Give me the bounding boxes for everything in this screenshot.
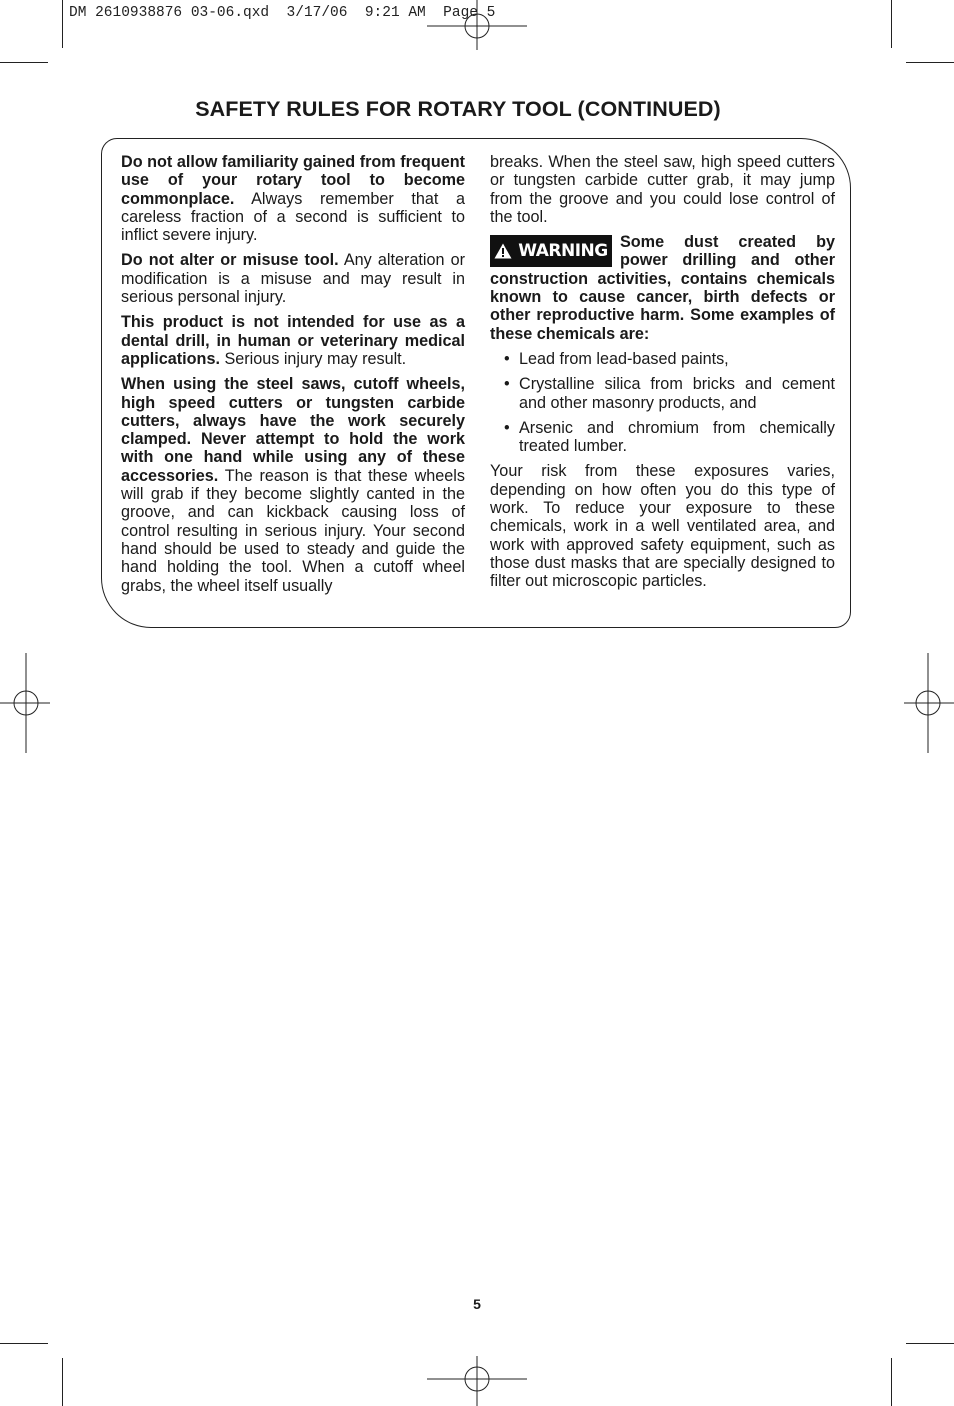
rule-familiarity (121, 153, 465, 244)
crop-mark-top-left-horizontal (0, 62, 48, 63)
rule-heading: Do not alter or misuse tool. (121, 251, 339, 270)
printer-slug-line: DM 2610938876 03-06.qxd 3/17/06 9:21 AM Page 5 (69, 5, 496, 21)
list-item: • Crystalline silica from bricks and cement and other masonry products, and (490, 375, 835, 412)
rule-continuation: breaks. When the steel saw, high speed cutters or tungsten carbide cutter grab, it may jump from the groove and you could lose control of the tool. (490, 153, 835, 226)
rule-heading: This product is not intended for use as a dental drill, in human or veterinary medical applications. (121, 313, 465, 368)
crop-mark-top-left-vertical (62, 0, 63, 48)
warning-badge (490, 235, 612, 267)
registration-mark-icon (427, 0, 527, 50)
warning-triangle-icon (494, 243, 512, 259)
list-item: • Lead from lead-based paints, (490, 350, 835, 368)
registration-mark-icon (427, 1356, 527, 1406)
rule-dental-drill (121, 313, 465, 368)
crop-mark-bottom-left-vertical (62, 1358, 63, 1406)
rule-heading: Do not allow familiarity gained from frequent use of your rotary tool to become commonplace. (121, 153, 465, 208)
warning-block (490, 233, 835, 343)
list-item: • Arsenic and chromium from chemically treated lumber. (490, 419, 835, 456)
registration-mark-icon (904, 653, 954, 753)
rule-text: Serious injury may result. (219, 349, 407, 368)
registration-mark-icon (0, 653, 50, 753)
page-title: SAFETY RULES FOR ROTARY TOOL (CONTINUED) (195, 97, 721, 121)
rule-clamp-work (121, 375, 465, 595)
left-column (121, 153, 465, 602)
crop-mark-bottom-right-vertical (891, 1358, 892, 1406)
rule-heading: When using the steel saws, cutoff wheels, high speed cutters or tungsten carbide cutters, always have the work securely clamped. Never attempt to hold the work with one hand while using any of these accessories. (121, 375, 465, 485)
warning-label: WARNING (518, 241, 608, 262)
right-column (490, 153, 835, 598)
page-number: 5 (473, 1296, 481, 1312)
crop-mark-bottom-right-horizontal (906, 1343, 954, 1344)
rule-text: Always remember that a careless fraction of a second is sufficient to inflict severe injury. (121, 189, 465, 245)
chemical-list (490, 350, 835, 455)
crop-mark-top-right-horizontal (906, 62, 954, 63)
rule-alter-misuse (121, 251, 465, 306)
crop-mark-top-right-vertical (891, 0, 892, 48)
crop-mark-bottom-left-horizontal (0, 1343, 48, 1344)
warning-text: Some dust created by power drilling and other construction activities, contains chemicals known to cause cancer, birth defects or other reproductive harm. Some examples of these chemicals are: (490, 233, 835, 343)
exposure-paragraph: Your risk from these exposures varies, depending on how often you do this type of work. To reduce your exposure to these chemicals, work in a well ventilated area, and work with approved safety equipment, such as those dust masks that are specially designed to filter out microscopic particles. (490, 462, 835, 591)
rule-text: Any alteration or modification is a misuse and may result in serious personal injury. (121, 251, 465, 307)
rule-text: The reason is that these wheels will grab if they become slightly canted in the groove, and can kickback causing loss of control resulting in serious injury. Your second hand should be used to steady and guide the hand holding the tool. When a cutoff wheel grabs, the wheel itself usually (121, 466, 465, 595)
